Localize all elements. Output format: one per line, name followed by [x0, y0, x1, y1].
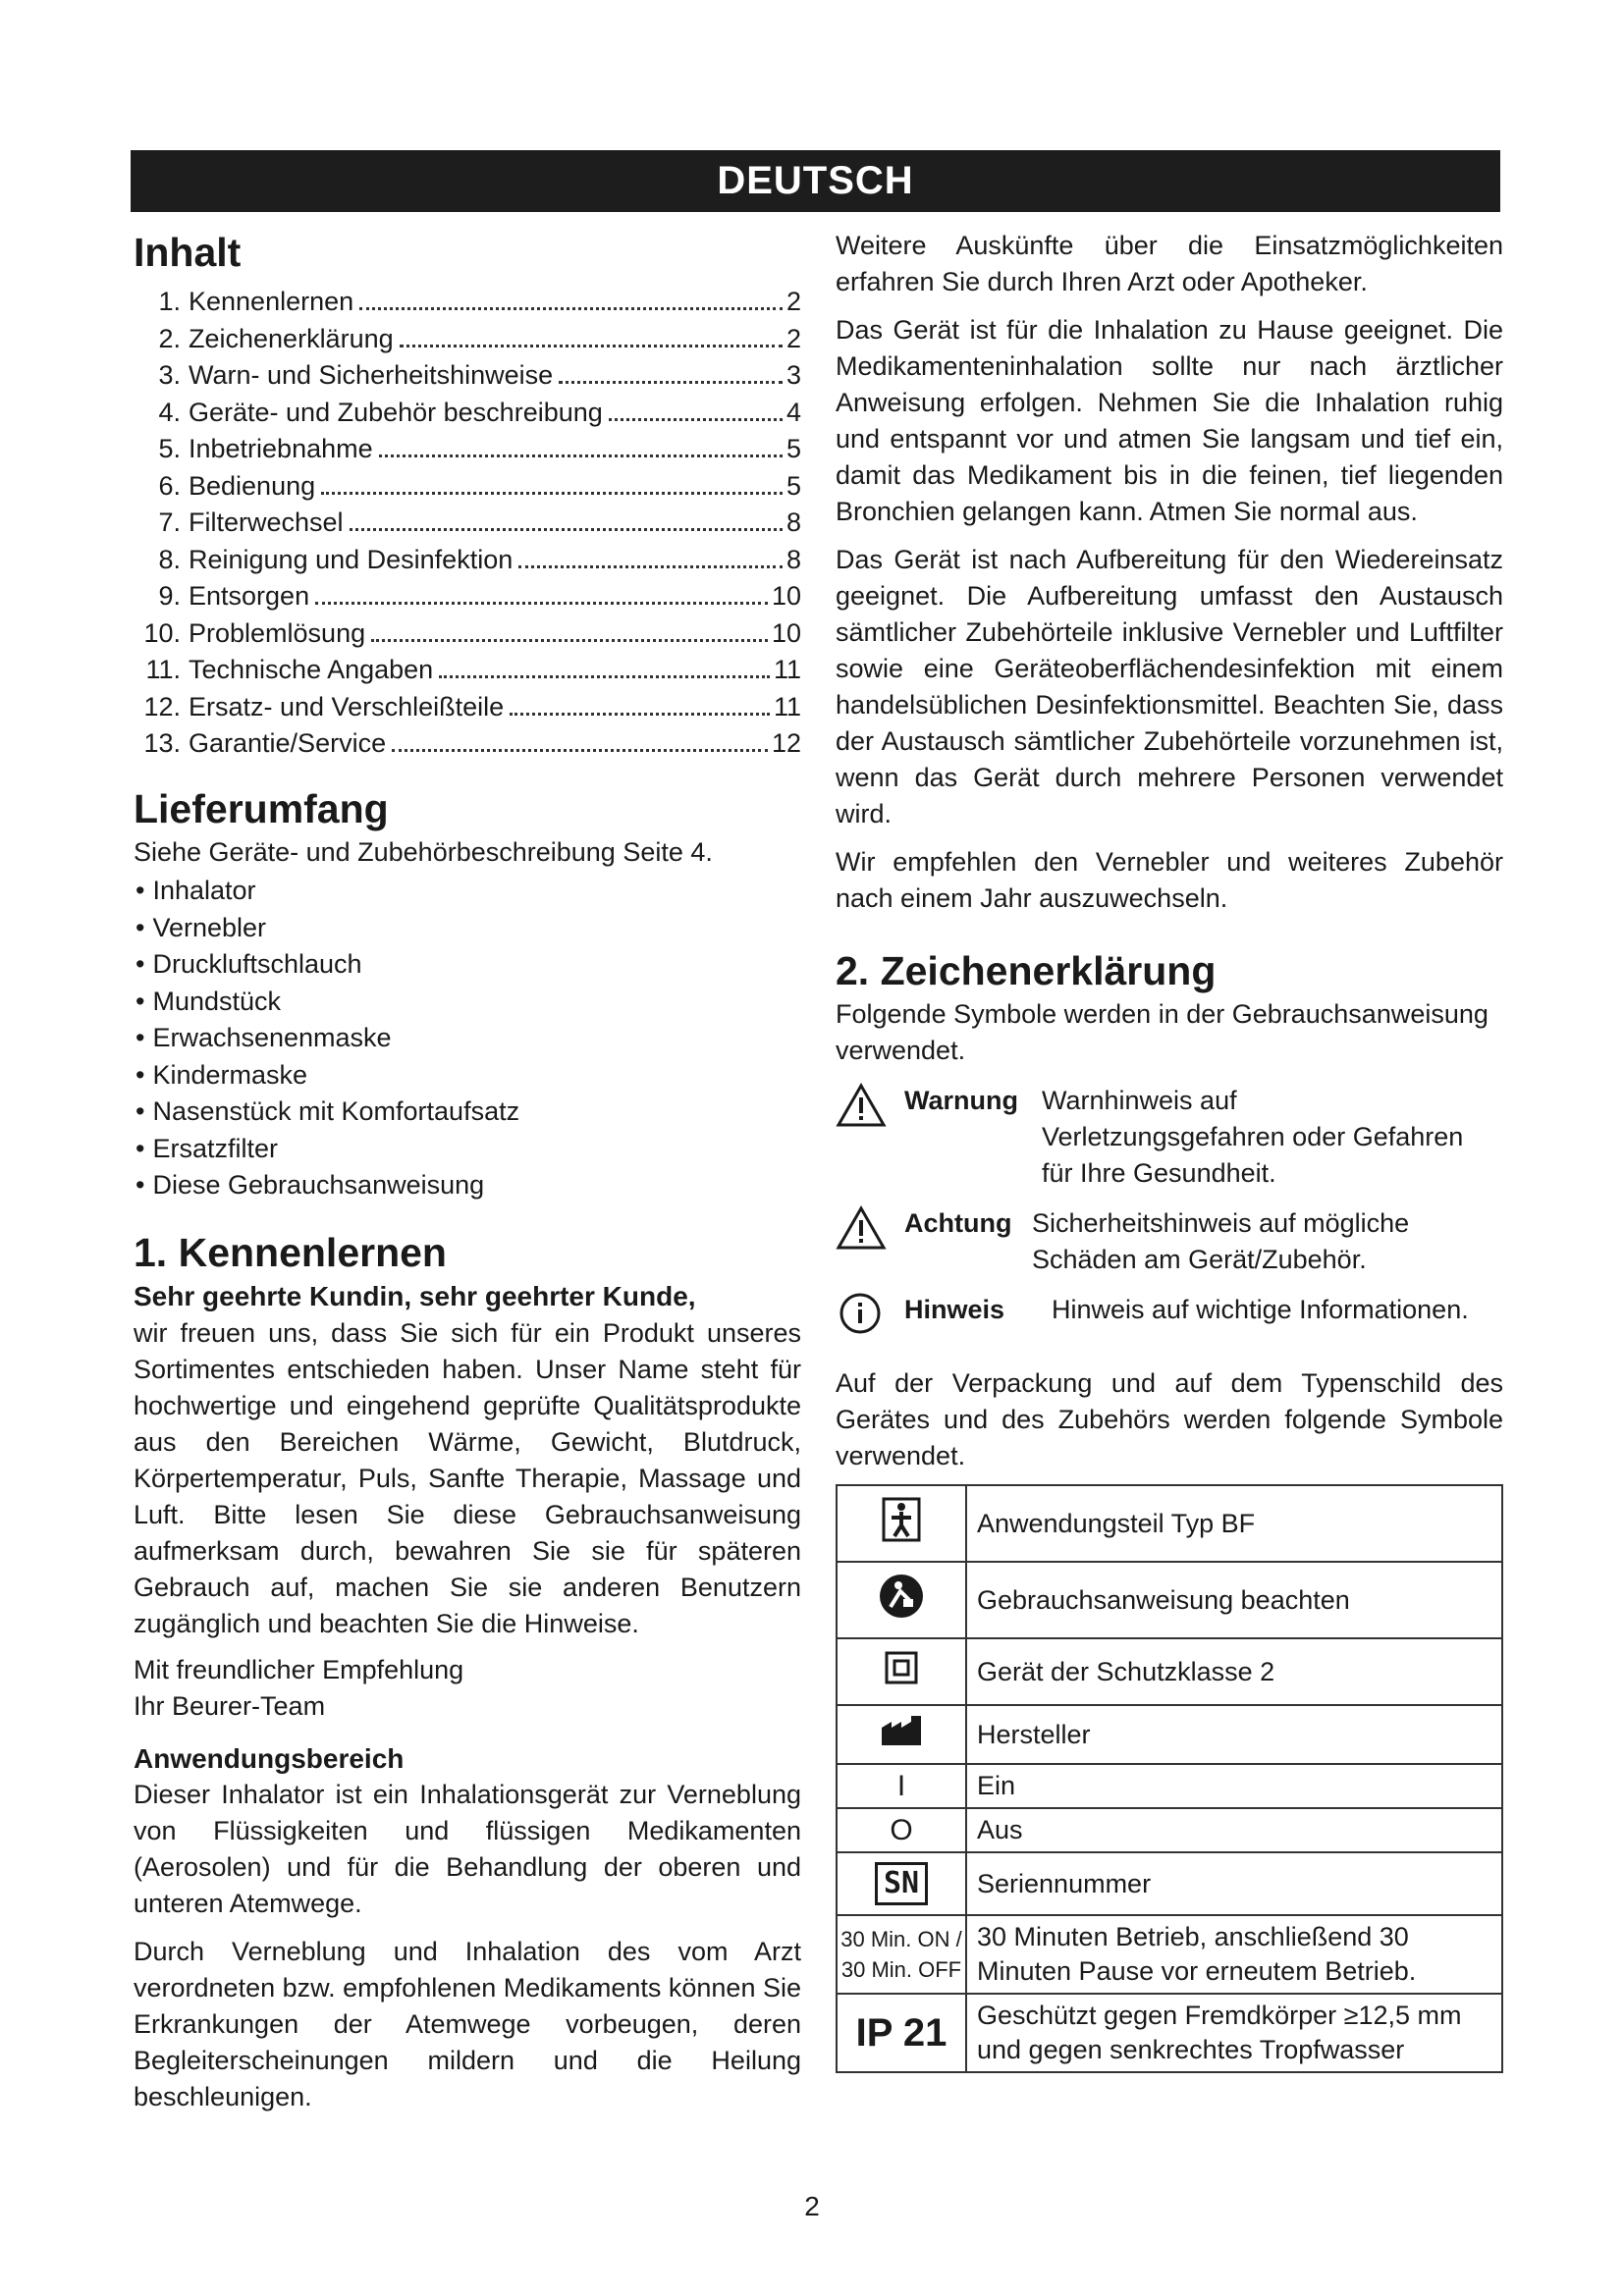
- page-number: 2: [804, 2191, 820, 2221]
- serial-number-icon: SN: [837, 1852, 966, 1915]
- toc-item[interactable]: 1. Kennenlernen 2: [158, 287, 801, 317]
- toc-item[interactable]: 13. Garantie/Service 12: [143, 728, 801, 759]
- toc-item[interactable]: 3. Warn- und Sicherheitshinweise 3: [158, 360, 801, 391]
- info-circle-icon: [836, 1292, 904, 1340]
- toc-item[interactable]: 8. Reinigung und Desinfektion 8: [158, 544, 801, 574]
- warning-triangle-icon: [836, 1083, 904, 1133]
- caution-triangle-icon: [836, 1205, 904, 1255]
- closing-line-1: Mit freundlicher Empfehlung: [134, 1654, 464, 1684]
- table-row: Anwendungsteil Typ BF: [837, 1485, 1502, 1562]
- table-row: 30 Min. ON / 30 Min. OFF 30 Minuten Betrieb, anschließend 30 Minuten Pause vor erneutem Betrieb.: [837, 1915, 1502, 1994]
- section-1-title: 1. Kennenlernen: [134, 1229, 447, 1275]
- closing-line-2: Ihr Beurer-Team: [134, 1690, 326, 1721]
- toc-title: Inhalt: [134, 230, 242, 275]
- list-item: • Mundstück: [134, 984, 801, 1021]
- symbols-intro: Folgende Symbole werden in der Gebrauchsanweisung verwendet.: [836, 999, 1489, 1066]
- toc-item[interactable]: 4. Geräte- und Zubehör beschreibung 4: [158, 397, 801, 427]
- replacement-paragraph: Wir empfehlen den Vernebler und weiteres Zubehör nach einem Jahr auszuwechseln.: [836, 847, 1503, 913]
- toc-item[interactable]: 5. Inbetriebnahme 5: [158, 434, 801, 464]
- anwendungsbereich-title: Anwendungsbereich: [134, 1742, 405, 1774]
- table-row: Gerät der Schutzklasse 2: [837, 1638, 1502, 1705]
- list-item: • Vernebler: [134, 910, 801, 947]
- intro-paragraph: wir freuen uns, dass Sie sich für ein Produkt unseres Sortimentes entschieden haben. Unser Name steht für hochwertige und eingehend geprüfte Qualitätsprodukte aus den Bereichen Wärme, Gewicht, Blutdruck, Körpertemperatur, Puls, Sanfte Therapie, Massage und Luft. Bitte lesen Sie diese Gebrauchsanweisung aufmerksam durch, bewahren Sie sie für späteren Gebrauch auf, machen Sie sie anderen Benutzern zugänglich und beachten Sie die Hinweise.: [134, 1317, 801, 1638]
- manufacturer-icon: [837, 1705, 966, 1764]
- toc-item[interactable]: 12. Ersatz- und Verschleißteile 11: [143, 691, 801, 721]
- list-item: • Druckluftschlauch: [134, 946, 801, 984]
- home-use-paragraph: Das Gerät ist für die Inhalation zu Hause geeignet. Die Medikamenteninhalation sollte nur nach ärztlicher Anweisung erfolgen. Nehmen Sie die Inhalation ruhig und entspannt vor und atmen Sie langsam und tief ein, damit das Medikament bis in die feinen, tief liegenden Bronchien gelangen kann. Atmen Sie normal aus.: [836, 315, 1503, 526]
- toc-item[interactable]: 7. Filterwechsel 8: [158, 507, 801, 538]
- symbols-table: [836, 1484, 1503, 2073]
- list-item: • Kindermaske: [134, 1057, 801, 1095]
- packaging-intro: Auf der Verpackung und auf dem Typenschild des Gerätes und des Zubehörs werden folgende Symbole verwendet.: [836, 1368, 1503, 1471]
- lieferumfang-title: Lieferumfang: [134, 785, 389, 831]
- toc-item[interactable]: 2. Zeichenerklärung 2: [158, 323, 801, 353]
- read-manual-icon: [837, 1562, 966, 1638]
- right-column: [836, 228, 1503, 2073]
- table-row: Gebrauchsanweisung beachten: [837, 1562, 1502, 1638]
- table-row: I Ein: [837, 1764, 1502, 1808]
- symbol-caution-row: Achtung Sicherheitshinweis auf mögliche Schäden am Gerät/Zubehör.: [836, 1205, 1503, 1278]
- protection-class-2-icon: [837, 1638, 966, 1705]
- left-column: [134, 228, 801, 2115]
- table-row: O Aus: [837, 1808, 1502, 1852]
- reprocessing-paragraph: Das Gerät ist nach Aufbereitung für den Wiedereinsatz geeignet. Die Aufbereitung umfasst den Austausch sämtlicher Zubehörteile inklusive Vernebler und Luftfilter sowie eine Geräteoberflächendesinfektion mit einem handelsüblichen Desinfektionsmittel. Beachten Sie, dass der Austausch sämtlicher Zubehörteile vorzunehmen ist, wenn das Gerät durch mehrere Personen verwendet wird.: [836, 545, 1503, 828]
- lieferumfang-intro: Siehe Geräte- und Zubehörbeschreibung Seite 4.: [134, 837, 713, 867]
- toc-item[interactable]: 9. Entsorgen 10: [158, 581, 801, 612]
- symbol-warning-row: Warnung Warnhinweis auf Verletzungsgefahren oder Gefahren für Ihre Gesundheit.: [836, 1083, 1503, 1192]
- list-item: • Nasenstück mit Komfortaufsatz: [134, 1094, 801, 1131]
- type-bf-icon: [837, 1485, 966, 1562]
- toc-item[interactable]: 10. Problemlösung 10: [143, 617, 801, 648]
- list-item: • Inhalator: [134, 873, 801, 910]
- list-item: • Erwachsenenmaske: [134, 1020, 801, 1057]
- toc-item[interactable]: 11. Technische Angaben 11: [145, 655, 801, 685]
- table-row: Hersteller: [837, 1705, 1502, 1764]
- table-row: SN Seriennummer: [837, 1852, 1502, 1915]
- info-paragraph: Weitere Auskünfte über die Einsatzmöglichkeiten erfahren Sie durch Ihren Arzt oder Apotheker.: [836, 231, 1503, 296]
- table-of-contents: [134, 284, 801, 763]
- anwendungsbereich-paragraph-2: Durch Verneblung und Inhalation des vom Arzt verordneten bzw. empfohlenen Medikaments können Sie Erkrankungen der Atemwege vorbeugen, deren Begleiterscheinungen mildern und die Heilung beschleunigen.: [134, 1937, 801, 2112]
- section-2-title: 2. Zeichenerklärung: [836, 948, 1217, 993]
- language-banner: DEUTSCH: [131, 150, 1500, 212]
- anwendungsbereich-paragraph-1: Dieser Inhalator ist ein Inhalationsgerät zur Verneblung von Flüssigkeiten und flüssigen Medikamenten (Aerosolen) und für die Behandlung der oberen und unteren Atemwege.: [134, 1780, 801, 1919]
- list-item: • Diese Gebrauchsanweisung: [134, 1167, 801, 1204]
- table-row: IP 21 Geschützt gegen Fremdkörper ≥12,5 mm und gegen senkrechtes Tropfwasser: [837, 1994, 1502, 2072]
- symbol-note-row: Hinweis Hinweis auf wichtige Informationen.: [836, 1292, 1503, 1340]
- toc-item[interactable]: 6. Bedienung 5: [158, 470, 801, 501]
- list-item: • Ersatzfilter: [134, 1131, 801, 1168]
- delivery-list: [134, 873, 801, 1204]
- salutation: Sehr geehrte Kundin, sehr geehrter Kunde,: [134, 1280, 696, 1311]
